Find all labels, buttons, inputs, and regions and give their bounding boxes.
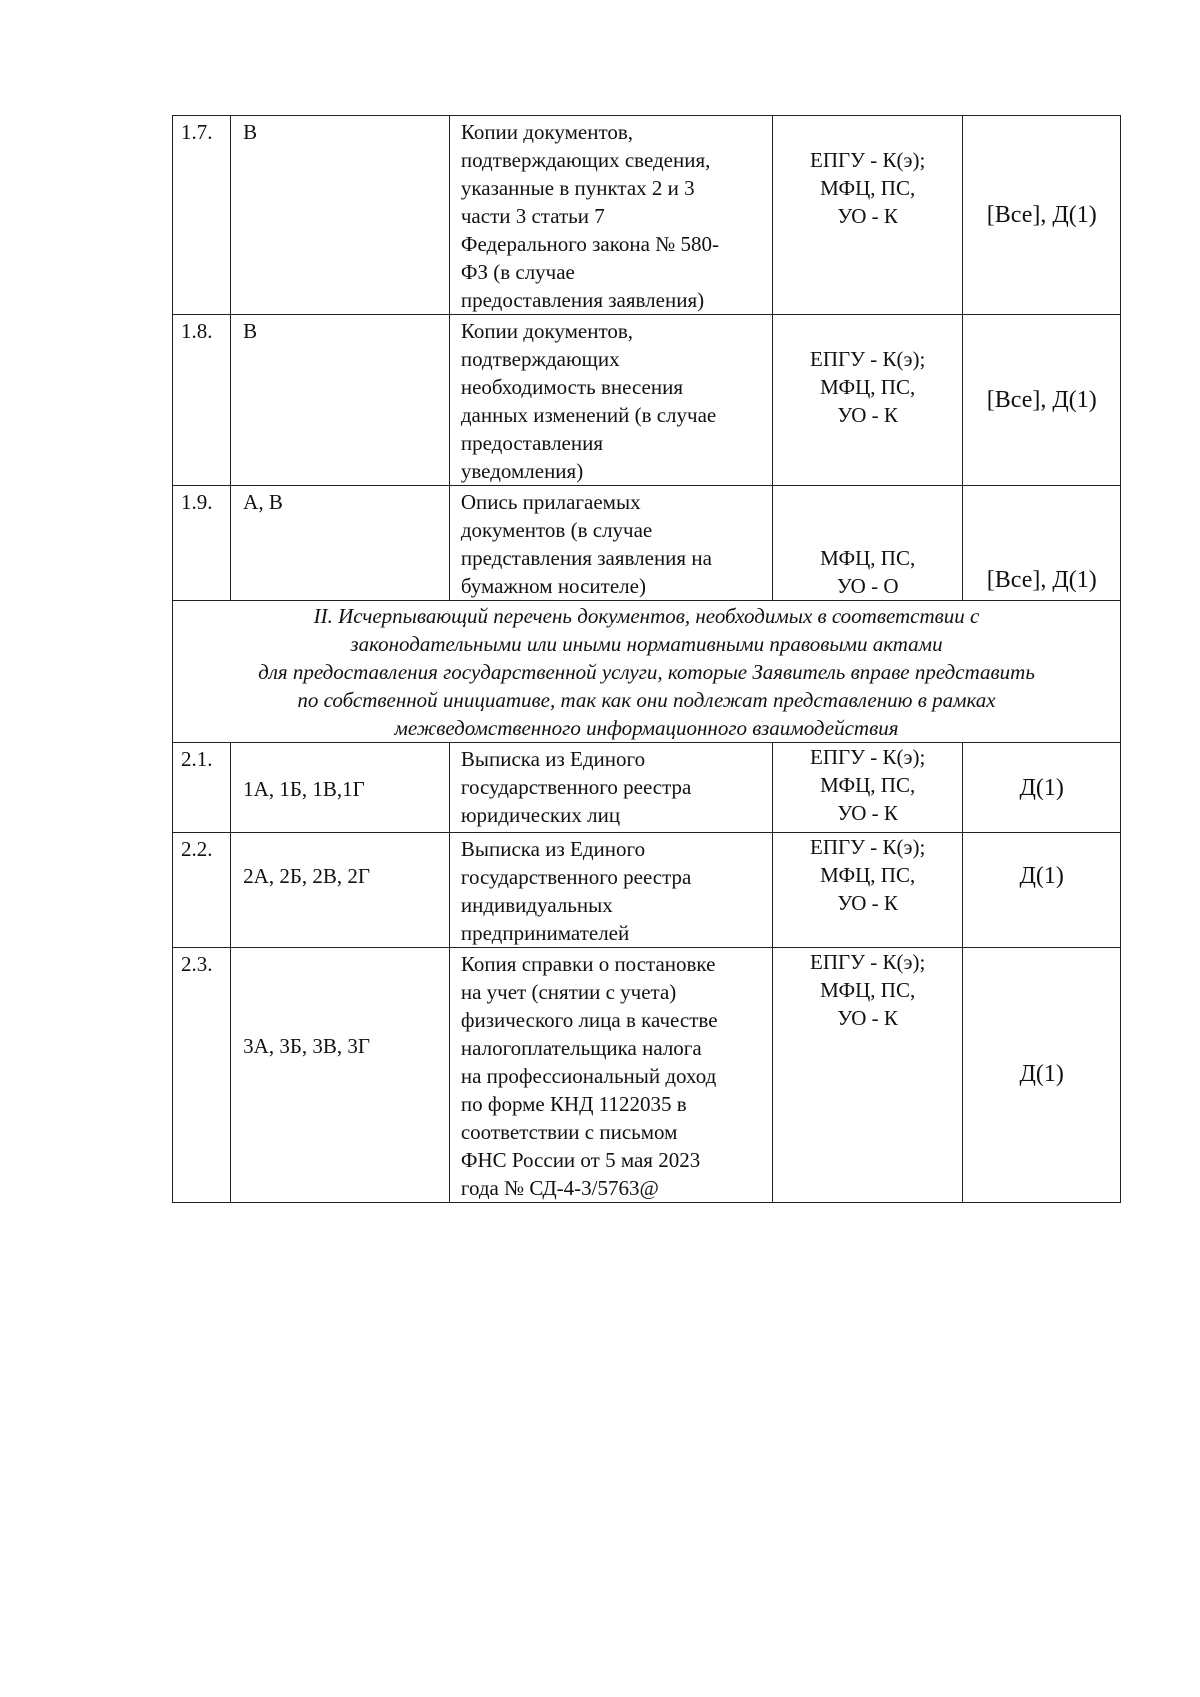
row-number: 2.3. [173,948,231,1203]
document-name: Выписка из Единого государственного реестра индивидуальных предпринимателей [449,833,772,948]
row-number: 2.2. [173,833,231,948]
submission-form: ЕПГУ - К(э); МФЦ, ПС, УО - К [772,948,963,1203]
applicant-code: В [231,116,450,315]
document-name: Опись прилагаемых документов (в случае представления заявления на бумажном носителе) [449,486,772,601]
requirement: [Все], Д(1) [963,315,1121,486]
row-number: 1.8. [173,315,231,486]
requirement: Д(1) [963,833,1121,948]
document-name: Копии документов, подтверждающих необходимость внесения данных изменений (в случае предоставления уведомления) [449,315,772,486]
submission-form: МФЦ, ПС, УО - О [772,486,963,601]
table-row [173,486,1121,601]
requirement: Д(1) [963,948,1121,1203]
submission-form: ЕПГУ - К(э); МФЦ, ПС, УО - К [772,315,963,486]
applicant-code: 1А, 1Б, 1В,1Г [231,743,450,833]
table-row [173,116,1121,315]
row-number: 1.7. [173,116,231,315]
submission-form: ЕПГУ - К(э); МФЦ, ПС, УО - К [772,743,963,833]
table-row [173,743,1121,833]
document-name: Копия справки о постановке на учет (снятии с учета) физического лица в качестве налогоплательщика налога на профессиональный доход по форме КНД 1122035 в соответствии с письмом ФНС России от 5 мая 2023 года № СД-4-3/5763@ [449,948,772,1203]
row-number: 1.9. [173,486,231,601]
table-row [173,948,1121,1203]
table-row [173,315,1121,486]
submission-form: ЕПГУ - К(э); МФЦ, ПС, УО - К [772,833,963,948]
document-name: Копии документов, подтверждающих сведения, указанные в пунктах 2 и 3 части 3 статьи 7 Федерального закона № 580- ФЗ (в случае предоставления заявления) [449,116,772,315]
applicant-code: 3А, 3Б, 3В, 3Г [231,948,450,1203]
requirement: Д(1) [963,743,1121,833]
section-heading-row [173,601,1121,743]
applicant-code: 2А, 2Б, 2В, 2Г [231,833,450,948]
requirement: [Все], Д(1) [963,486,1121,601]
documents-table [172,115,1121,1203]
table-row [173,833,1121,948]
requirement: [Все], Д(1) [963,116,1121,315]
document-name: Выписка из Единого государственного реестра юридических лиц [449,743,772,833]
applicant-code: В [231,315,450,486]
section-heading: II. Исчерпывающий перечень документов, необходимых в соответствии с законодательными или иными нормативными правовыми актами для предоставления государственной услуги, которые Заявитель вправе представить по собственной инициативе, так как они подлежат представлению в рамках межведомственного информационного взаимодействия [173,601,1121,743]
submission-form: ЕПГУ - К(э); МФЦ, ПС, УО - К [772,116,963,315]
row-number: 2.1. [173,743,231,833]
applicant-code: А, В [231,486,450,601]
